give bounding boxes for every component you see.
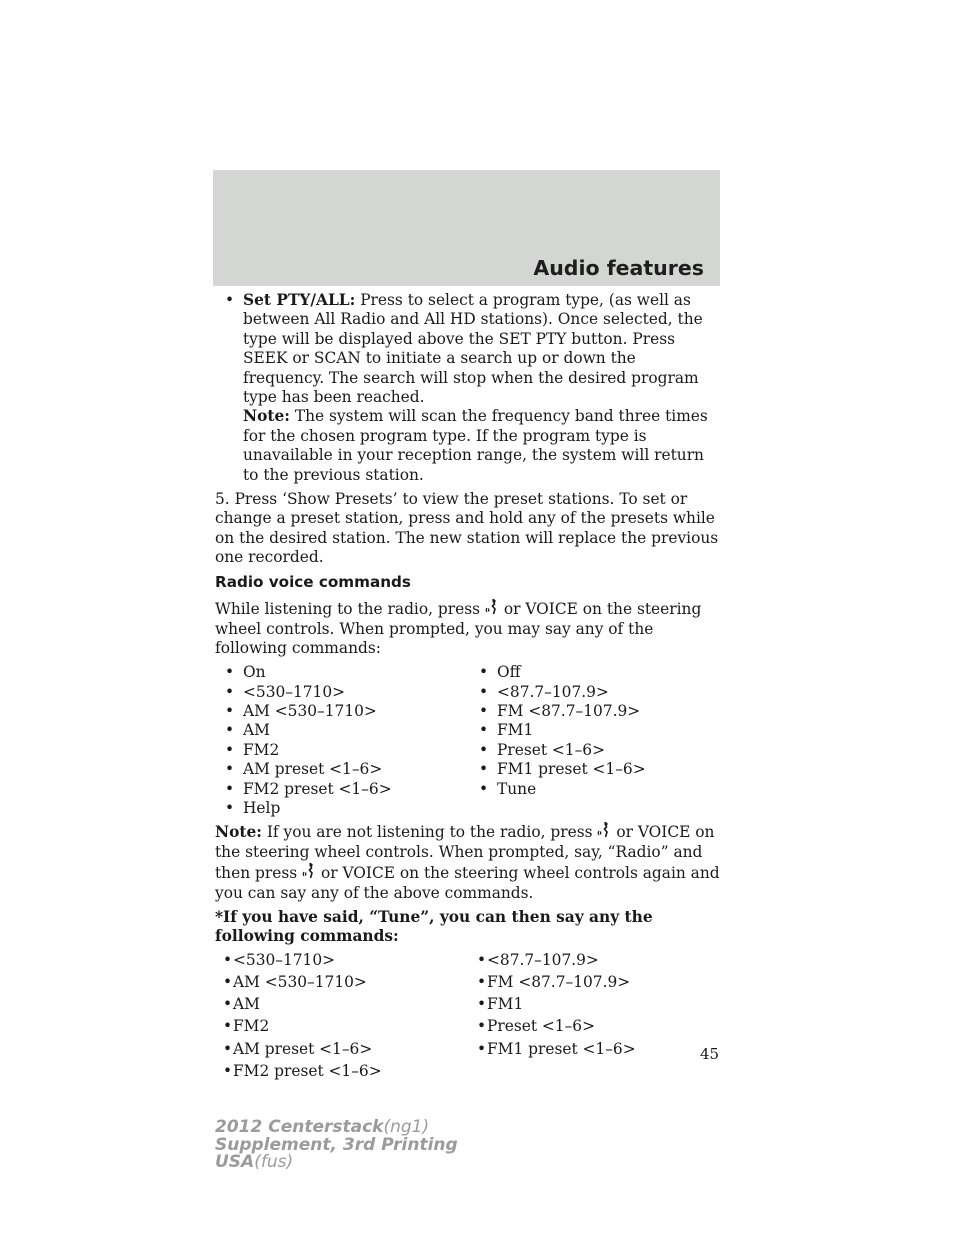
list-item: • FM1 preset <1–6> [477, 1039, 636, 1058]
note-paragraph [215, 821, 720, 903]
note-text-3: or VOICE on the steering wheel controls again and you can say any of the above commands. [215, 864, 720, 902]
voice-button-icon [485, 598, 499, 616]
footer-region: USA [215, 1152, 255, 1172]
list-item: • On [225, 663, 266, 682]
list-item-empty [469, 799, 719, 818]
list-item: • AM preset <1–6> [225, 760, 383, 779]
list-item: • FM2 preset <1–6> [225, 779, 392, 798]
list-item: • <530–1710> [223, 950, 336, 969]
set-pty-text: Press to select a program type, (as well as between All Radio and All HD stations). Once selected, the type will be displayed above the SET PTY button. Press SEEK or SCAN to initiate a search up or down the frequency. The search will stop when the desired program type has been reached. [243, 291, 703, 407]
list-item: • Preset <1–6> [477, 1017, 595, 1036]
page-content [215, 291, 720, 1084]
list-item: • AM <530–1710> [223, 973, 367, 992]
list-item: • Off [479, 663, 521, 682]
radio-commands-list [215, 663, 720, 818]
list-item: • FM <87.7–107.9> [479, 702, 641, 721]
voice-button-icon [302, 862, 316, 880]
list-item: • FM1 preset <1–6> [479, 760, 646, 779]
set-pty-note-label: Note: [243, 407, 290, 426]
tune-heading: *If you have said, “Tune”, you can then say any the following commands: [215, 908, 653, 946]
header-band [213, 170, 720, 286]
list-item: • FM1 [477, 995, 524, 1014]
list-item: • <87.7–107.9> [477, 950, 599, 969]
list-item: • <530–1710> [225, 682, 346, 701]
set-pty-label: Set PTY/ALL: [243, 291, 356, 309]
footer-region-code: (fus) [254, 1152, 294, 1172]
footer-title: 2012 Centerstack [215, 1117, 384, 1137]
intro-text-before: While listening to the radio, press [215, 600, 481, 619]
voice-button-icon [597, 821, 611, 839]
list-item: • FM <87.7–107.9> [477, 973, 631, 992]
set-pty-note-text: The system will scan the frequency band three times for the chosen program type. If the program type is unavailable in your reception range, the system will return to the previous station. [243, 407, 708, 484]
list-item-empty [469, 1062, 719, 1084]
list-item: • FM1 [479, 721, 534, 740]
bullet: • [225, 291, 235, 309]
note-label: Note: [215, 823, 262, 842]
footer-imprint [215, 1119, 458, 1172]
footer-printing: Supplement, 3rd Printing [215, 1134, 458, 1155]
list-item: • AM preset <1–6> [223, 1039, 373, 1058]
radio-voice-commands-heading: Radio voice commands [215, 572, 411, 591]
list-item: • <87.7–107.9> [479, 682, 609, 701]
set-pty-item [215, 291, 720, 485]
section-title: Audio features [533, 256, 704, 280]
page-number: 45 [700, 1045, 720, 1063]
list-item: • AM <530–1710> [225, 702, 377, 721]
list-item: • AM [225, 721, 270, 740]
list-item: • Preset <1–6> [479, 740, 605, 759]
footer-code: (ng1) [383, 1117, 430, 1137]
intro-text-after: or VOICE on the steering wheel controls. When prompted, you may say any of the following commands: [215, 600, 702, 657]
list-item: • FM2 [223, 1017, 270, 1036]
list-item: • FM2 preset <1–6> [223, 1061, 382, 1080]
note-text-2: or VOICE on the steering wheel controls. When prompted, say, “Radio” and then press [215, 823, 715, 883]
note-text-1: If you are not listening to the radio, press [266, 823, 593, 842]
list-item: • FM2 [225, 740, 280, 759]
list-item: • AM [223, 995, 260, 1014]
step-5-paragraph: 5. Press ‘Show Presets’ to view the preset stations. To set or change a preset station, press and hold any of the presets while on the desired station. The new station will replace the previous one recorded. [215, 490, 719, 567]
radio-intro-paragraph [215, 598, 720, 658]
list-item: • Help [225, 799, 281, 818]
tune-commands-list [215, 951, 720, 1084]
list-item: • Tune [479, 779, 537, 798]
